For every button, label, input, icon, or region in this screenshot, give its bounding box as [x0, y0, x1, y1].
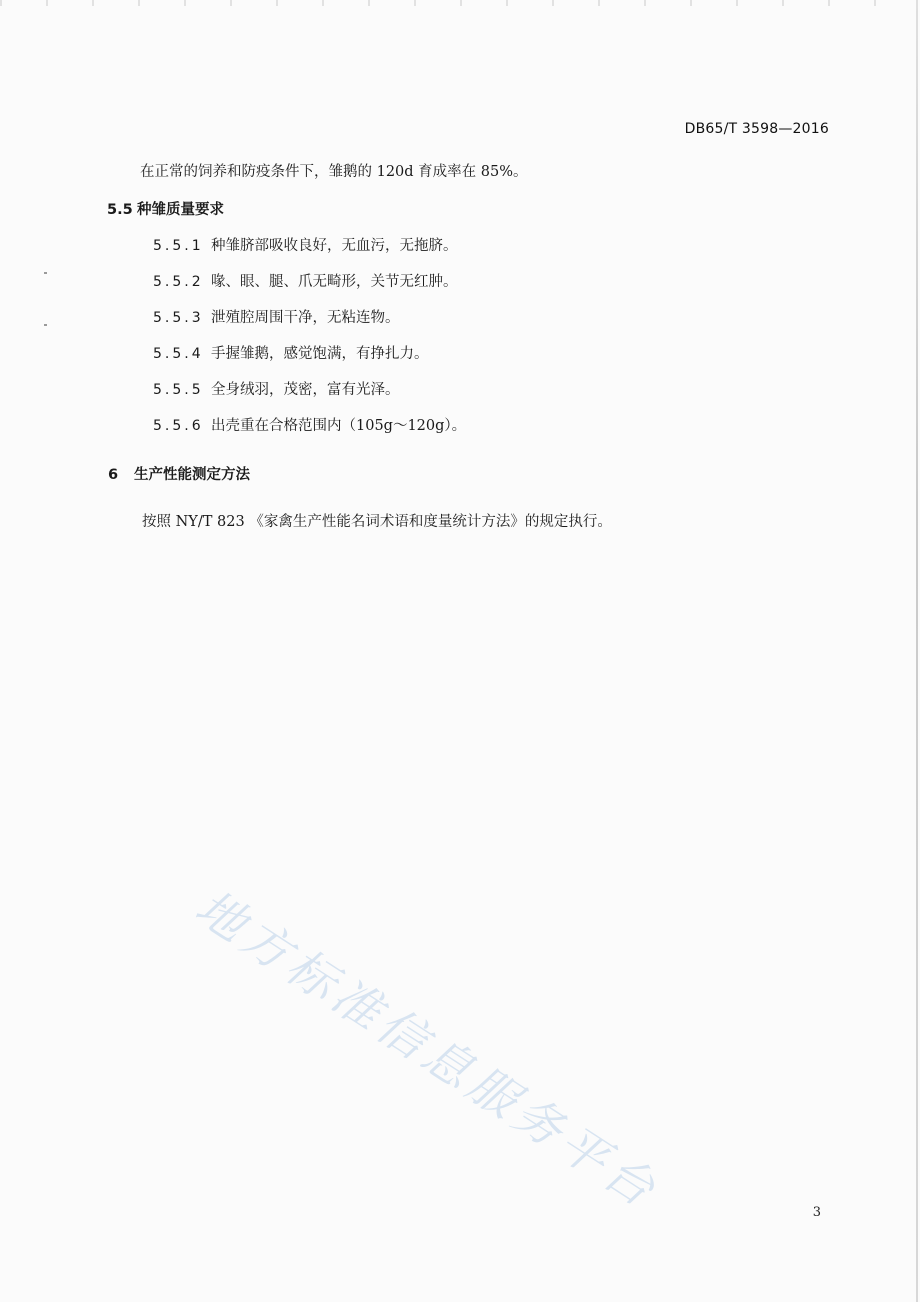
clause-number: 5.5.1	[153, 238, 204, 254]
clause-number: 5.5.5	[153, 382, 204, 398]
clause-number: 5.5.4	[153, 346, 204, 362]
scan-artifact-top	[0, 0, 920, 6]
section-6-text: 按照 NY/T 823 《家禽生产性能名词术语和度量统计方法》的规定执行。	[142, 514, 612, 530]
clause-5-5-2	[153, 272, 458, 292]
clause-text: 出壳重在合格范围内（105g～120g）。	[211, 418, 467, 434]
clause-text: 手握雏鹅，感觉饱满，有挣扎力。	[211, 346, 429, 362]
section-number: 5.5	[107, 202, 133, 218]
section-title: 种雏质量要求	[137, 202, 224, 218]
section-title: 生产性能测定方法	[134, 467, 250, 483]
clause-number: 5.5.6	[153, 418, 204, 434]
scan-artifact-right-edge	[916, 0, 918, 1302]
page-number: 3	[812, 1205, 821, 1220]
clause-number: 5.5.3	[153, 310, 204, 326]
scan-artifact-mark	[44, 324, 47, 326]
clause-text: 种雏脐部吸收良好，无血污，无拖脐。	[211, 238, 458, 254]
clause-5-5-3	[153, 308, 400, 328]
watermark: 地方标准信息服务平台	[185, 879, 669, 1221]
scan-artifact-mark	[44, 272, 47, 274]
clause-5-5-1	[153, 236, 458, 256]
intro-line: 在正常的饲养和防疫条件下，雏鹅的 120d 育成率在 85%。	[140, 164, 528, 180]
clause-text: 泄殖腔周围干净，无粘连物。	[211, 310, 400, 326]
clause-5-5-6	[153, 416, 466, 436]
clause-5-5-5	[153, 380, 400, 400]
clause-text: 喙、眼、腿、爪无畸形，关节无红肿。	[211, 274, 458, 290]
clause-number: 5.5.2	[153, 274, 204, 290]
section-number: 6	[108, 467, 119, 483]
clause-text: 全身绒羽，茂密，富有光泽。	[211, 382, 400, 398]
section-6-heading	[108, 465, 250, 485]
document-code: DB65/T 3598—2016	[684, 121, 829, 137]
clause-5-5-4	[153, 344, 429, 364]
section-5-5-heading	[107, 200, 224, 220]
